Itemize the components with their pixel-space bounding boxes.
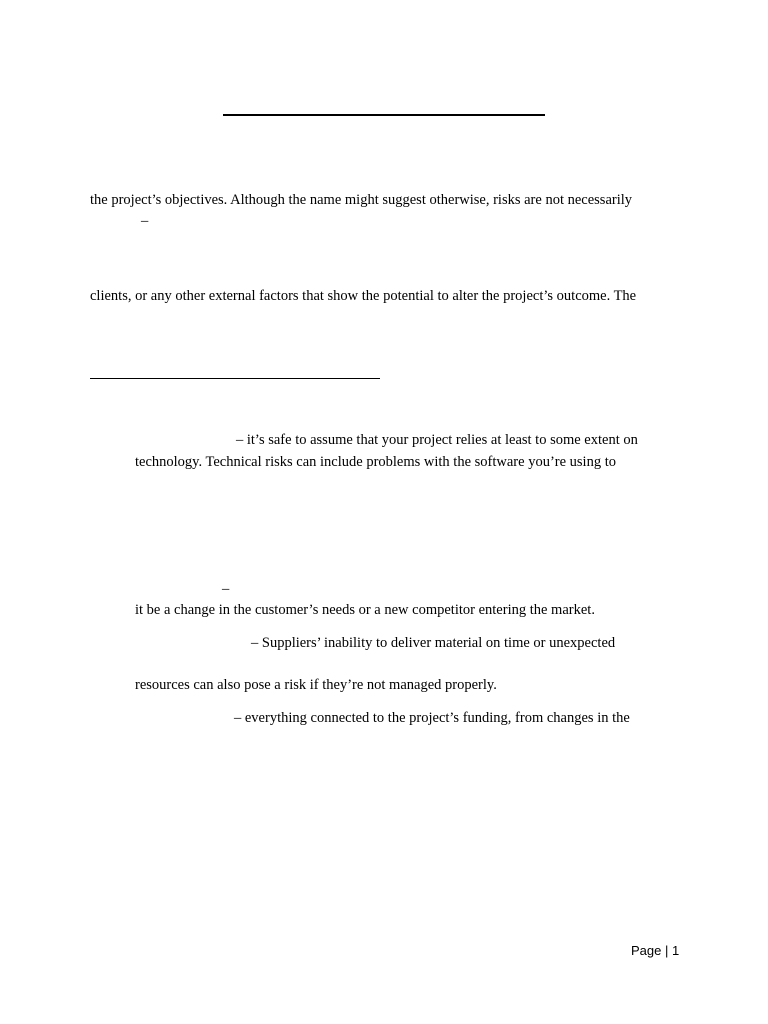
- paragraph-line: clients, or any other external factors that show the potential to alter the project’s outcome. The: [90, 288, 637, 304]
- list-item-resources-continued: resources can also pose a risk if they’re not managed properly.: [135, 677, 497, 693]
- title-underline: [223, 114, 545, 116]
- dash-fragment: –: [141, 213, 149, 229]
- dash-fragment: –: [222, 581, 230, 597]
- list-item-suppliers: – Suppliers’ inability to deliver material on time or unexpected: [251, 635, 616, 651]
- list-item-technical-continued: technology. Technical risks can include problems with the software you’re using to: [135, 454, 616, 470]
- heading-underline: [90, 378, 380, 379]
- paragraph-line: the project’s objectives. Although the name might suggest otherwise, risks are not necessarily: [90, 192, 633, 208]
- list-item-market-continued: it be a change in the customer’s needs or a new competitor entering the market.: [135, 602, 595, 618]
- list-item-financial: – everything connected to the project’s funding, from changes in the: [234, 710, 630, 726]
- list-item-technical: – it’s safe to assume that your project relies at least to some extent on: [236, 432, 638, 448]
- page-number: Page | 1: [631, 943, 680, 958]
